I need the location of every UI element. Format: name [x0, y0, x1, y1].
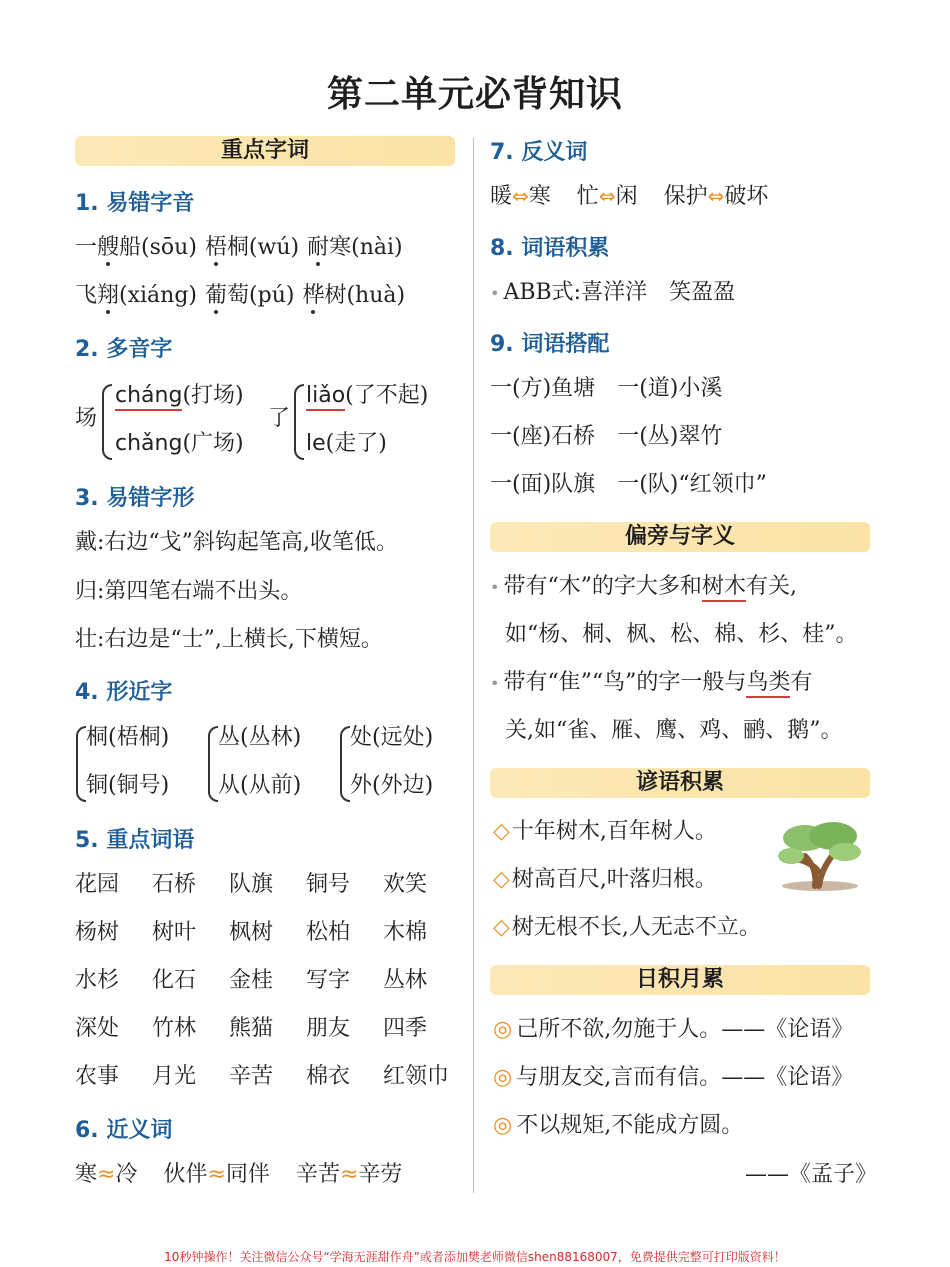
double-arrow-icon: ⇔ — [598, 184, 616, 208]
proverb-line: ◇树无根不长,人无志不立。 — [493, 915, 761, 940]
bullet-icon: • — [490, 284, 500, 303]
term: 同伴 — [225, 1162, 270, 1187]
similar-char: 铜(铜号) — [86, 773, 170, 798]
heading-polyphone: 2. 多音字 — [75, 337, 173, 362]
daily-line: ◎ 与朋友交,言而有信。——《论语》 — [493, 1065, 854, 1090]
word-suffix: 寒(nài) — [329, 235, 403, 260]
key-term: 深处 — [75, 1016, 120, 1041]
collocation-row: 一(面)队旗 一(队)“红领巾” — [490, 472, 767, 497]
daily-line: ◎ 己所不欲,勿施于人。——《论语》 — [493, 1017, 854, 1042]
double-arrow-pair — [664, 184, 769, 209]
radical-line: 关,如“雀、雁、鹰、鸡、鹂、鹅”。 — [505, 718, 843, 743]
footer-notice: 10秒钟操作！关注微信公众号“学海无涯甜作舟”或者添加樊老师微信shen88168007，免费提供完整可打印版资料！ — [164, 1250, 786, 1264]
key-term: 红领巾 — [383, 1064, 450, 1089]
key-term: 杨树 — [75, 920, 120, 945]
key-term: 铜号 — [306, 872, 351, 897]
key-term: 辛苦 — [229, 1064, 274, 1089]
term: 伙伴 — [163, 1162, 208, 1187]
brace-icon — [208, 726, 218, 802]
dotted-char: 翔 — [97, 283, 120, 308]
banner-proverbs: 谚语积累 — [490, 768, 870, 798]
diamond-icon: ◇ — [493, 867, 510, 892]
double-circle-icon: ◎ — [493, 1017, 513, 1042]
term: 闲 — [615, 184, 638, 209]
heading-collocation: 9. 词语搭配 — [490, 332, 610, 357]
heading-similar-chars: 4. 形近字 — [75, 680, 173, 705]
word-prefix: 飞 — [75, 283, 98, 308]
word-prefix: 一 — [75, 235, 98, 260]
key-term: 欢笑 — [383, 872, 428, 897]
key-term: 丛林 — [383, 968, 428, 993]
key-term: 松柏 — [306, 920, 351, 945]
polyphone-le-2: le(走了) — [306, 431, 387, 456]
term: 暖 — [490, 184, 513, 209]
similar-char: 外(外边) — [350, 773, 434, 798]
pronunciation-word — [205, 235, 299, 260]
proverb-line: ◇十年树木,百年树人。 — [493, 819, 717, 844]
pronunciation-word — [75, 283, 197, 308]
heading-word-accumulation: 8. 词语积累 — [490, 236, 610, 261]
collocation-row: 一(座)石桥 一(丛)翠竹 — [490, 424, 723, 449]
bullet-icon: • — [490, 674, 500, 693]
banner-radicals: 偏旁与字义 — [490, 522, 870, 552]
radical-line: • 带有“隹”“鸟”的字一般与鸟类有 — [490, 668, 812, 699]
dotted-char: 耐 — [307, 235, 330, 260]
column-divider — [473, 138, 474, 1193]
key-term: 水杉 — [75, 968, 120, 993]
similar-char: 从(从前) — [218, 773, 302, 798]
term: 寒 — [75, 1162, 98, 1187]
heading-key-terms: 5. 重点词语 — [75, 828, 195, 853]
term: 寒 — [528, 184, 551, 209]
double-arrow-pair — [577, 184, 638, 209]
key-term: 棉衣 — [306, 1064, 351, 1089]
pronunciation-word — [205, 283, 294, 308]
char-shape-line: 归:第四笔右端不出头。 — [75, 579, 303, 604]
brace-icon — [102, 384, 112, 460]
radical-line: 如“杨、桐、枫、松、棉、杉、桂”。 — [505, 622, 858, 647]
term: 辛苦 — [295, 1162, 340, 1187]
key-term: 化石 — [152, 968, 197, 993]
double-circle-icon: ◎ — [493, 1113, 513, 1138]
key-term: 枫树 — [229, 920, 274, 945]
pronunciation-word — [75, 235, 197, 260]
word-suffix: 树(huà) — [324, 283, 406, 308]
char-shape-line: 壮:右边是“士”,上横长,下横短。 — [75, 627, 383, 652]
dotted-char: 桦 — [302, 283, 325, 308]
synonyms-line — [75, 1160, 402, 1190]
similar-char: 处(远处) — [350, 725, 434, 750]
heading-char-shape: 3. 易错字形 — [75, 486, 195, 511]
approx-icon: ≈ — [207, 1162, 226, 1187]
key-terms-grid — [75, 870, 460, 1092]
polyphone-chang-1: cháng(打场) — [115, 381, 244, 411]
approx-pair — [163, 1162, 269, 1187]
pronunciation-row-2 — [75, 281, 405, 311]
bullet-icon: • — [490, 578, 500, 597]
pronunciation-word — [307, 235, 403, 260]
key-term: 朋友 — [306, 1016, 351, 1041]
diamond-icon: ◇ — [493, 915, 510, 940]
dotted-char: 艘 — [97, 235, 120, 260]
banner-key-words: 重点字词 — [75, 136, 455, 166]
brace-icon — [76, 726, 86, 802]
key-term: 队旗 — [229, 872, 274, 897]
key-term: 熊猫 — [229, 1016, 274, 1041]
tree-illustration-icon — [775, 812, 865, 892]
word-suffix: (xiáng) — [119, 283, 198, 308]
diamond-icon: ◇ — [493, 819, 510, 844]
brace-icon — [294, 384, 304, 460]
banner-daily: 日积月累 — [490, 965, 870, 995]
key-term: 月光 — [152, 1064, 197, 1089]
approx-pair — [75, 1162, 137, 1187]
term: 冷 — [115, 1162, 138, 1187]
dotted-char: 梧 — [204, 235, 227, 260]
key-term: 树叶 — [152, 920, 197, 945]
polyphone-char-chang: 场 — [75, 406, 98, 431]
heading-antonyms: 7. 反义词 — [490, 140, 588, 165]
approx-icon: ≈ — [97, 1162, 116, 1187]
collocation-row: 一(方)鱼塘 一(道)小溪 — [490, 376, 723, 401]
polyphone-chang-2: chǎng(广场) — [115, 431, 244, 456]
key-term: 农事 — [75, 1064, 120, 1089]
key-term: 木棉 — [383, 920, 428, 945]
key-term: 金桂 — [229, 968, 274, 993]
page-title: 第二单元必背知识 — [326, 74, 623, 115]
similar-char: 丛(丛林) — [218, 725, 302, 750]
approx-pair — [296, 1162, 402, 1187]
brace-icon — [340, 726, 350, 802]
double-arrow-icon: ⇔ — [707, 184, 725, 208]
polyphone-le-1: liǎo(了不起) — [306, 381, 428, 411]
double-arrow-pair — [490, 184, 551, 209]
double-arrow-icon: ⇔ — [512, 184, 529, 208]
daily-source: ——《孟子》 — [745, 1162, 878, 1187]
word-suffix: 桐(wú) — [226, 235, 300, 260]
similar-char: 桐(梧桐) — [86, 725, 170, 750]
key-term: 竹林 — [152, 1016, 197, 1041]
polyphone-char-le: 了 — [268, 406, 291, 431]
double-circle-icon: ◎ — [493, 1065, 513, 1090]
abb-line: • ABB式:喜洋洋 笑盈盈 — [490, 280, 736, 305]
key-term: 写字 — [306, 968, 351, 993]
approx-icon: ≈ — [339, 1162, 359, 1187]
word-suffix: 萄(pú) — [227, 283, 295, 308]
proverb-line: ◇树高百尺,叶落归根。 — [493, 867, 717, 892]
antonyms-line — [490, 181, 768, 212]
term: 辛劳 — [358, 1162, 403, 1187]
key-term: 石桥 — [152, 872, 197, 897]
term: 破坏 — [724, 184, 769, 209]
term: 忙 — [576, 184, 599, 209]
radical-line: • 带有“木”的字大多和树木有关, — [490, 572, 797, 603]
key-term: 四季 — [383, 1016, 428, 1041]
char-shape-line: 戴:右边“戈”斜钩起笔高,收笔低。 — [75, 530, 398, 555]
pronunciation-word — [302, 283, 405, 308]
daily-line: ◎ 不以规矩,不能成方圆。 — [493, 1113, 744, 1138]
dotted-char: 葡 — [205, 283, 228, 308]
heading-pronunciation: 1. 易错字音 — [75, 191, 195, 216]
term: 保护 — [663, 184, 708, 209]
heading-synonyms: 6. 近义词 — [75, 1118, 173, 1143]
pronunciation-row-1 — [75, 233, 403, 263]
key-term: 花园 — [75, 872, 120, 897]
word-suffix: 船(sōu) — [119, 235, 197, 260]
